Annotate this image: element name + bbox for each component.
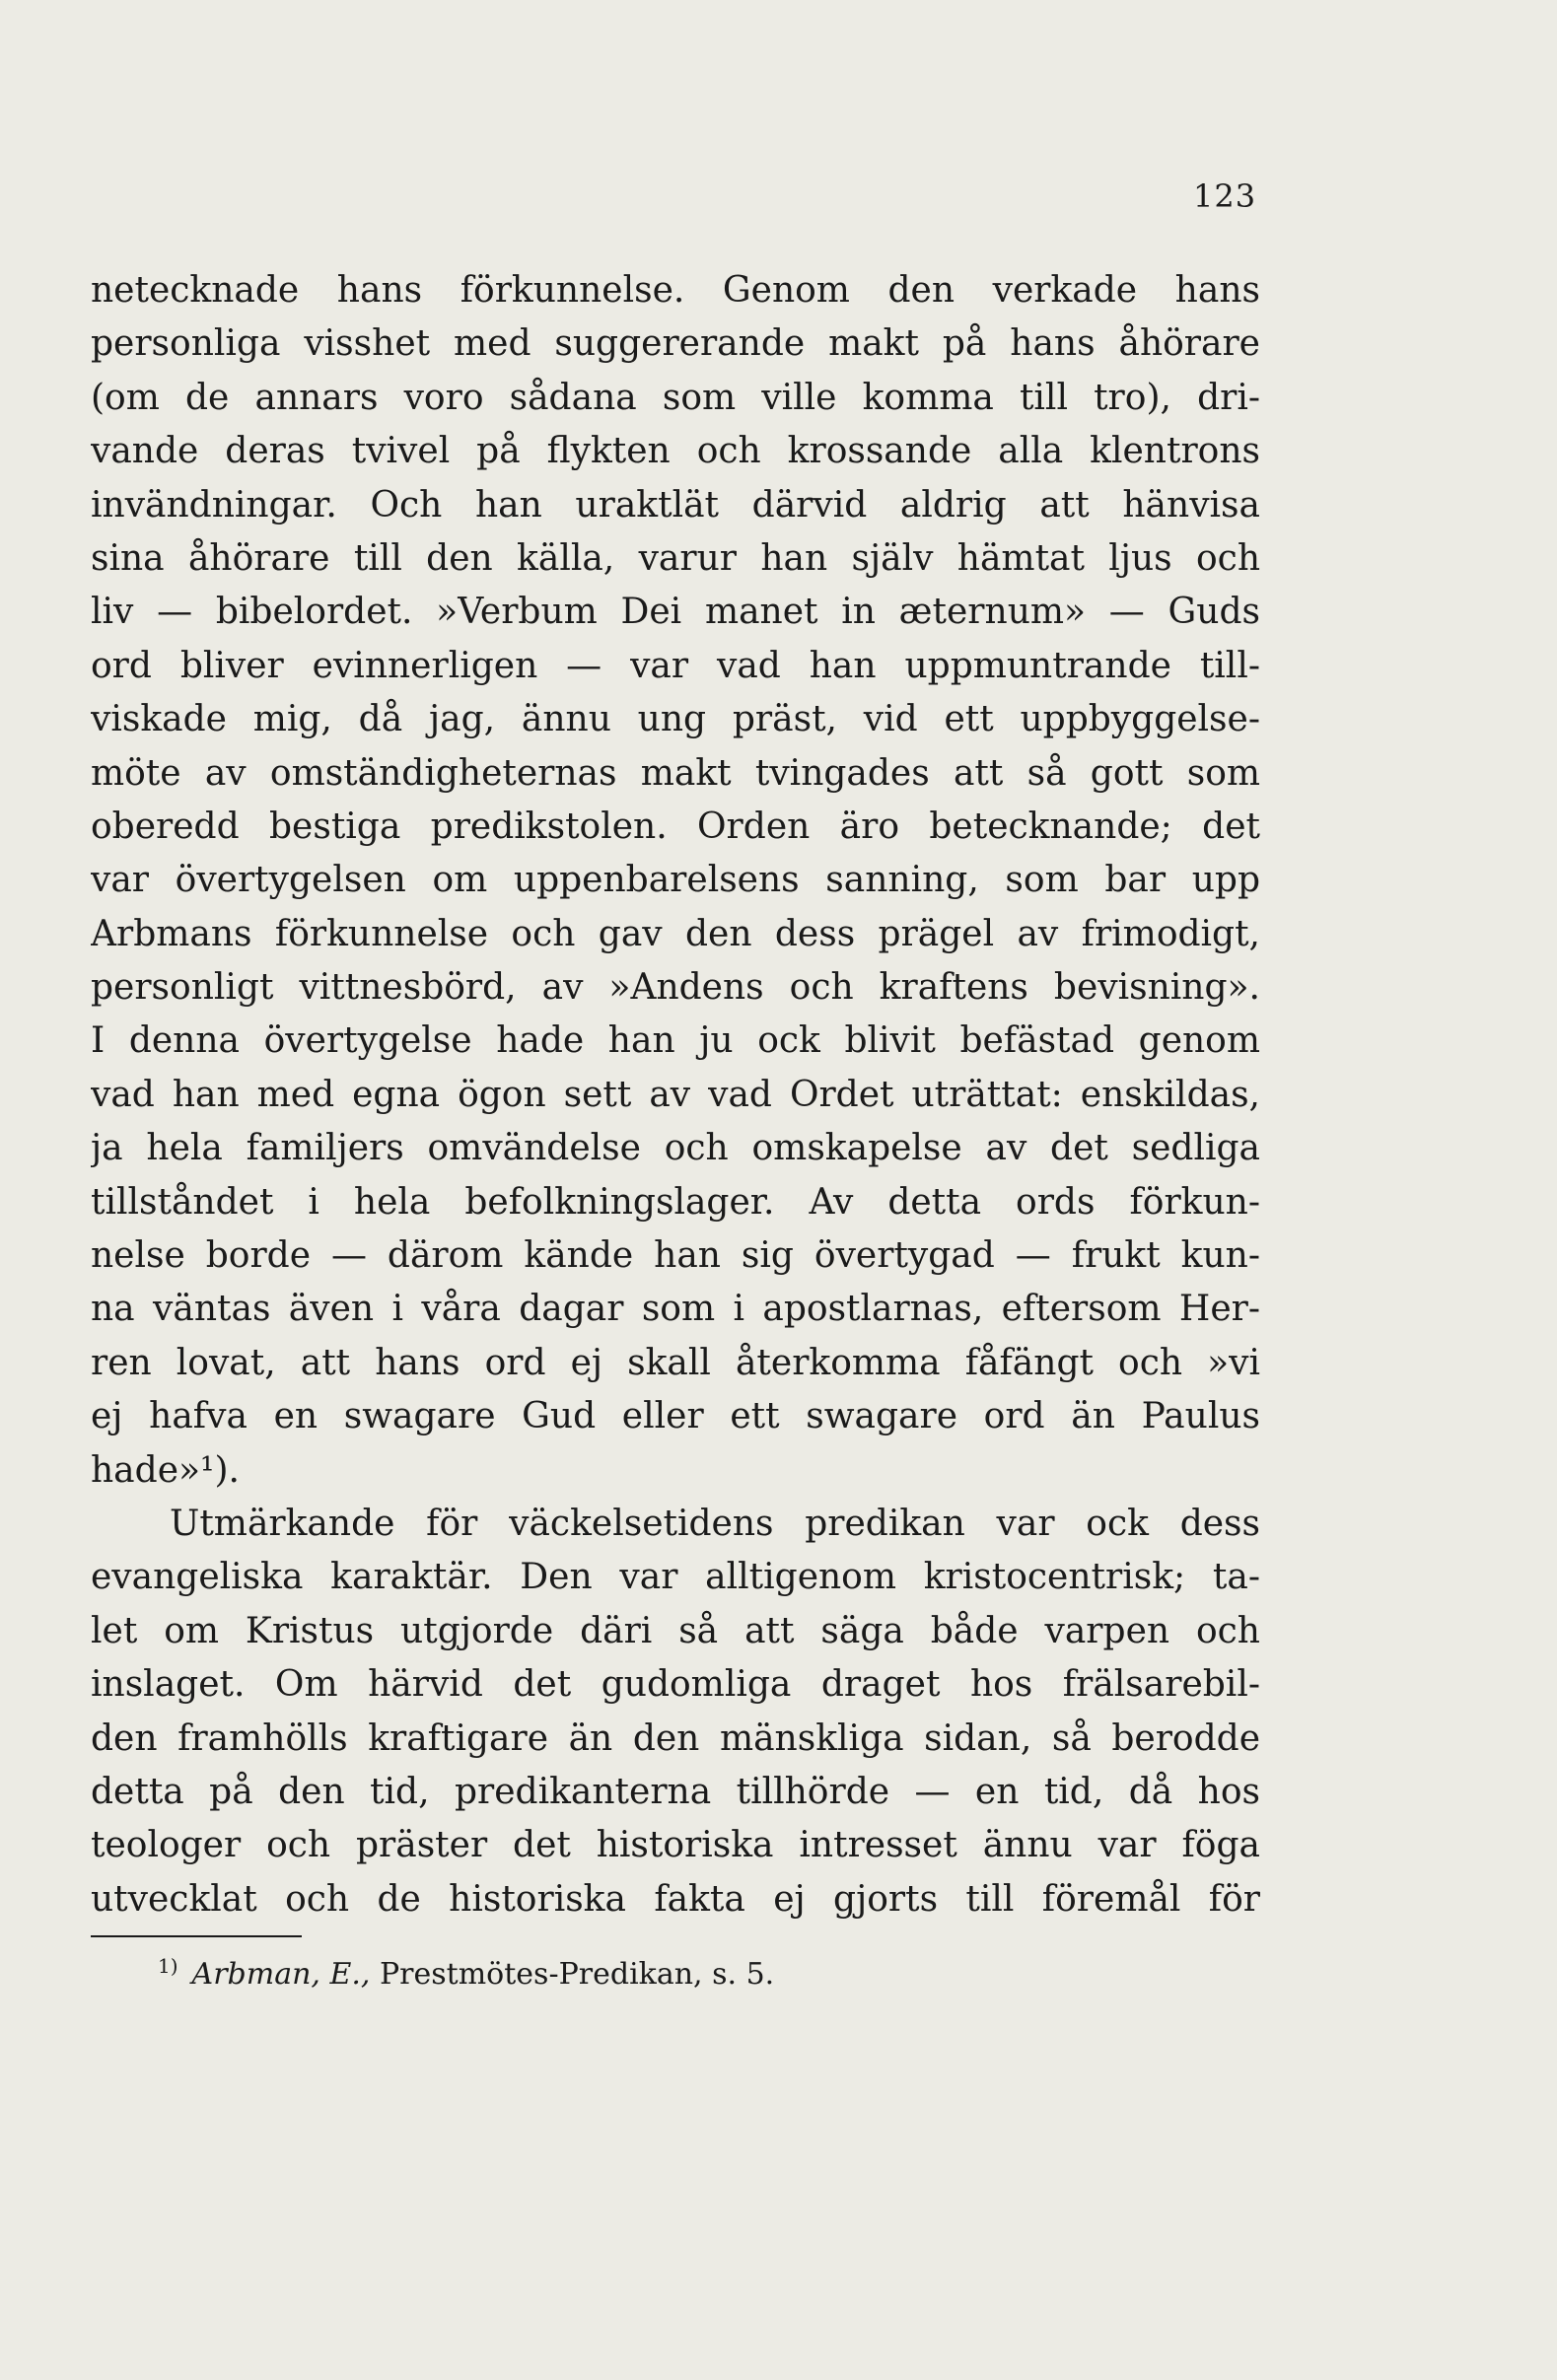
page-number: 123 [1193, 177, 1257, 215]
footnote-text: Prestmötes-Predikan, s. 5. [380, 1957, 775, 1992]
text-line: ja hela familjers omvändelse och omskapelse av det sedliga [91, 1128, 1260, 1169]
text-line: den framhölls kraftigare än den mänskliga sidan, så berodde [91, 1717, 1260, 1759]
footnote-marker: 1) [158, 1954, 178, 1978]
text-line: netecknade hans förkunnelse. Genom den verkade hans [91, 270, 1260, 311]
footnote-divider [91, 1935, 302, 1937]
text-line: hade»¹). [91, 1449, 240, 1491]
text-line: viskade mig, då jag, ännu ung präst, vid ett uppbyggelse- [91, 699, 1260, 740]
text-line: teologer och präster det historiska intresset ännu var föga [91, 1825, 1260, 1866]
text-line: inslaget. Om härvid det gudomliga draget hos frälsarebil- [91, 1664, 1260, 1706]
text-line: vande deras tvivel på flykten och krossande alla klentrons [91, 431, 1260, 472]
text-line: ej hafva en swagare Gud eller ett swagare ord än Paulus [91, 1396, 1260, 1437]
text-line: var övertygelsen om uppenbarelsens sanning, som bar upp [91, 860, 1260, 901]
text-line: personliga visshet med suggererande makt på hans åhörare [91, 323, 1260, 365]
text-line: I denna övertygelse hade han ju ock blivit befästad genom [91, 1020, 1260, 1062]
text-line: na väntas även i våra dagar som i apostlarnas, eftersom Her- [91, 1289, 1260, 1330]
text-line: Arbmans förkunnelse och gav den dess prägel av frimodigt, [91, 913, 1260, 954]
text-line: sina åhörare till den källa, varur han själv hämtat ljus och [91, 537, 1260, 579]
text-line: Utmärkande för väckelsetidens predikan var ock dess [170, 1503, 1260, 1544]
text-line: nelse borde — därom kände han sig övertygad — frukt kun- [91, 1235, 1260, 1277]
footnote-author: Arbman, E., [191, 1957, 371, 1992]
text-line: let om Kristus utgjorde däri så att säga både varpen och [91, 1610, 1260, 1651]
text-line: (om de annars voro sådana som ville komma till tro), dri- [91, 377, 1260, 418]
text-line: vad han med egna ögon sett av vad Ordet uträttat: enskildas, [91, 1074, 1260, 1115]
text-line: invändningar. Och han uraktlät därvid aldrig att hänvisa [91, 484, 1260, 525]
text-line: oberedd bestiga predikstolen. Orden äro betecknande; det [91, 805, 1260, 847]
text-line: ren lovat, att hans ord ej skall återkomma fåfängt och »vi [91, 1342, 1260, 1383]
text-line: evangeliska karaktär. Den var alltigenom kristocentrisk; ta- [91, 1557, 1260, 1598]
text-line: tillståndet i hela befolkningslager. Av detta ords förkun- [91, 1181, 1260, 1223]
text-line: detta på den tid, predikanterna tillhörde — en tid, då hos [91, 1771, 1260, 1812]
body-text [91, 264, 1260, 1926]
text-line: utvecklat och de historiska fakta ej gjorts till föremål för [91, 1878, 1260, 1920]
footnote [158, 1946, 774, 1995]
text-line: ord bliver evinnerligen — var vad han uppmuntrande till- [91, 645, 1260, 686]
text-line: personligt vittnesbörd, av »Andens och kraftens bevisning». [91, 967, 1260, 1009]
text-line: möte av omständigheternas makt tvingades att så gott som [91, 752, 1260, 794]
text-line: liv — bibelordet. »Verbum Dei manet in æternum» — Guds [91, 592, 1260, 633]
